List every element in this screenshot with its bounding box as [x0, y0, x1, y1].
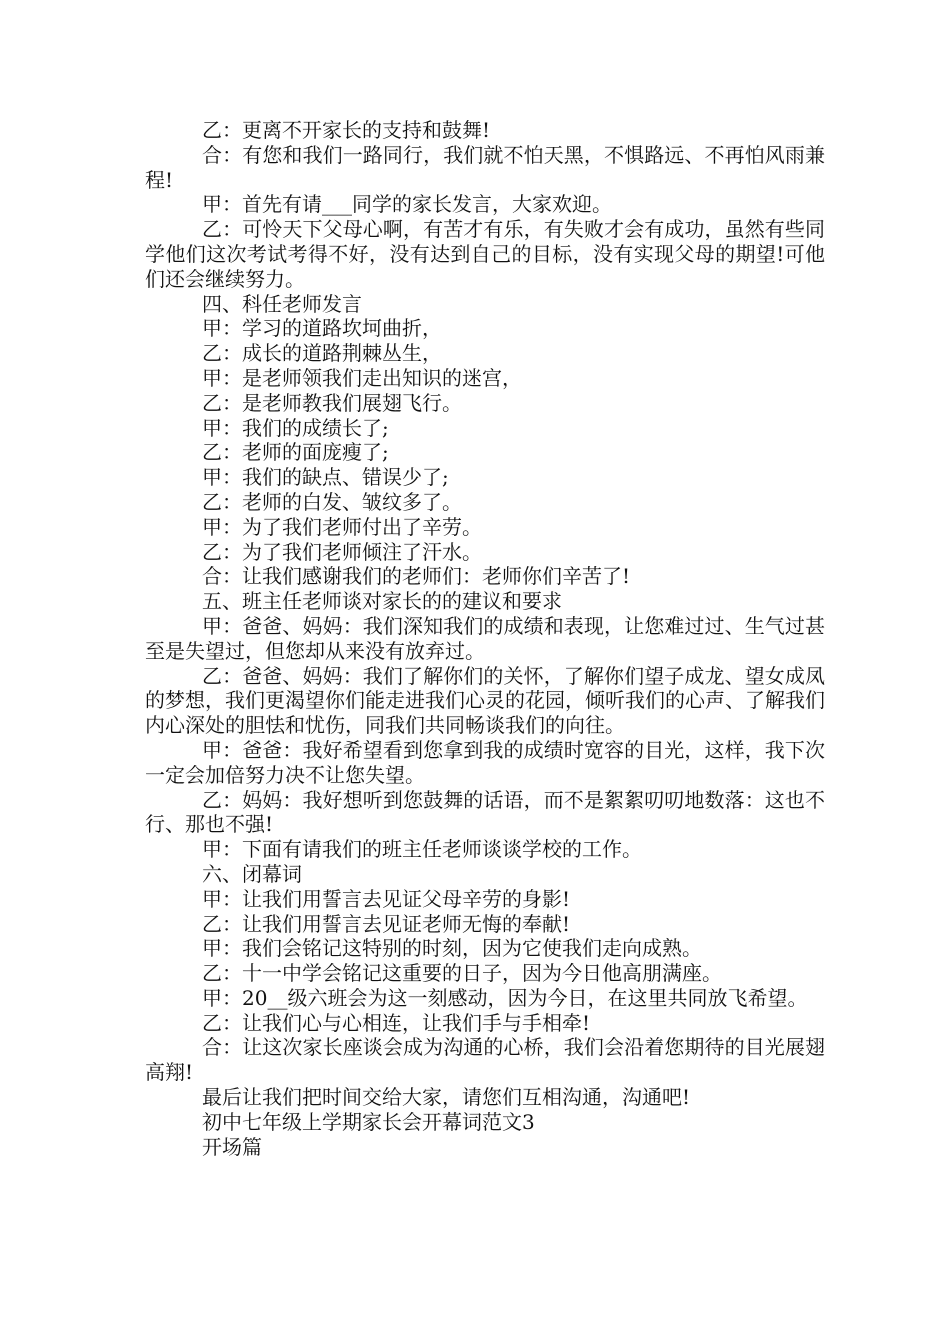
- paragraph: 乙：成长的道路荆棘丛生，: [202, 341, 442, 366]
- section-heading: 六、闭幕词: [202, 861, 302, 886]
- paragraph: 甲：让我们用誓言去见证父母辛劳的身影!: [202, 886, 571, 911]
- paragraph: 乙：是老师教我们展翅飞行。: [202, 390, 462, 415]
- paragraph: 乙：让我们用誓言去见证老师无悔的奉献!: [202, 911, 571, 936]
- paragraph: 甲：学习的道路坎坷曲折，: [202, 316, 442, 341]
- paragraph: 甲：下面有请我们的班主任老师谈谈学校的工作。: [202, 837, 642, 862]
- paragraph: 甲：爸爸、妈妈：我们深知我们的成绩和表现，让您难过过、生气过甚至是失望过，但您却从来没有放弃过。: [145, 613, 825, 663]
- section-heading: 五、班主任老师谈对家长的的建议和要求: [202, 589, 562, 614]
- paragraph: 乙：可怜天下父母心啊，有苦才有乐，有失败才会有成功，虽然有些同学他们这次考试考得不好，没有达到自己的目标，没有实现父母的期望!可他们还会继续努力。: [145, 217, 825, 291]
- paragraph: 合：让我们感谢我们的老师们：老师你们辛苦了!: [202, 564, 631, 589]
- paragraph: 甲：首先有请___同学的家长发言，大家欢迎。: [202, 192, 612, 217]
- document-body: [145, 118, 825, 1159]
- paragraph: 甲：20__级六班会为这一刻感动，因为今日，在这里共同放飞希望。: [202, 985, 808, 1010]
- paragraph: 甲：我们的缺点、错误少了;: [202, 465, 449, 490]
- paragraph: 乙：老师的白发、皱纹多了。: [202, 489, 462, 514]
- paragraph: 乙：为了我们老师倾注了汗水。: [202, 539, 482, 564]
- paragraph: 乙：更离不开家长的支持和鼓舞!: [202, 118, 491, 142]
- paragraph: 乙：十一中学会铭记这重要的日子，因为今日他高朋满座。: [202, 961, 722, 986]
- paragraph: 乙：老师的面庞瘦了;: [202, 440, 389, 465]
- paragraph: 乙：爸爸、妈妈：我们了解你们的关怀，了解你们望子成龙、望女成凤的梦想，我们更渴望你们能走进我们心灵的花园，倾听我们的心声、了解我们内心深处的胆怯和忧伤，同我们共同畅谈我们的向往。: [145, 663, 825, 738]
- paragraph: 甲：是老师领我们走出知识的迷宫，: [202, 365, 522, 390]
- section-heading: 开场篇: [202, 1134, 262, 1159]
- paragraph: 合：让这次家长座谈会成为沟通的心桥，我们会沿着您期待的目光展翅高翔!: [145, 1035, 825, 1085]
- paragraph: 乙：妈妈：我好想听到您鼓舞的话语，而不是絮絮叨叨地数落：这也不行、那也不强!: [145, 787, 825, 837]
- paragraph: 乙：让我们心与心相连，让我们手与手相牵!: [202, 1010, 591, 1035]
- document-title: 初中七年级上学期家长会开幕词范文3: [202, 1109, 535, 1134]
- paragraph: 甲：爸爸：我好希望看到您拿到我的成绩时宽容的目光，这样，我下次一定会加倍努力决不让您失望。: [145, 737, 825, 787]
- paragraph: 甲：为了我们老师付出了辛劳。: [202, 514, 482, 539]
- section-heading: 四、科任老师发言: [202, 291, 362, 316]
- paragraph: 最后让我们把时间交给大家，请您们互相沟通，沟通吧!: [202, 1085, 691, 1110]
- paragraph: 合：有您和我们一路同行，我们就不怕天黑，不惧路远、不再怕风雨兼程!: [145, 142, 825, 192]
- paragraph: 甲：我们的成绩长了;: [202, 415, 389, 440]
- paragraph: 甲：我们会铭记这特别的时刻，因为它使我们走向成熟。: [202, 936, 702, 961]
